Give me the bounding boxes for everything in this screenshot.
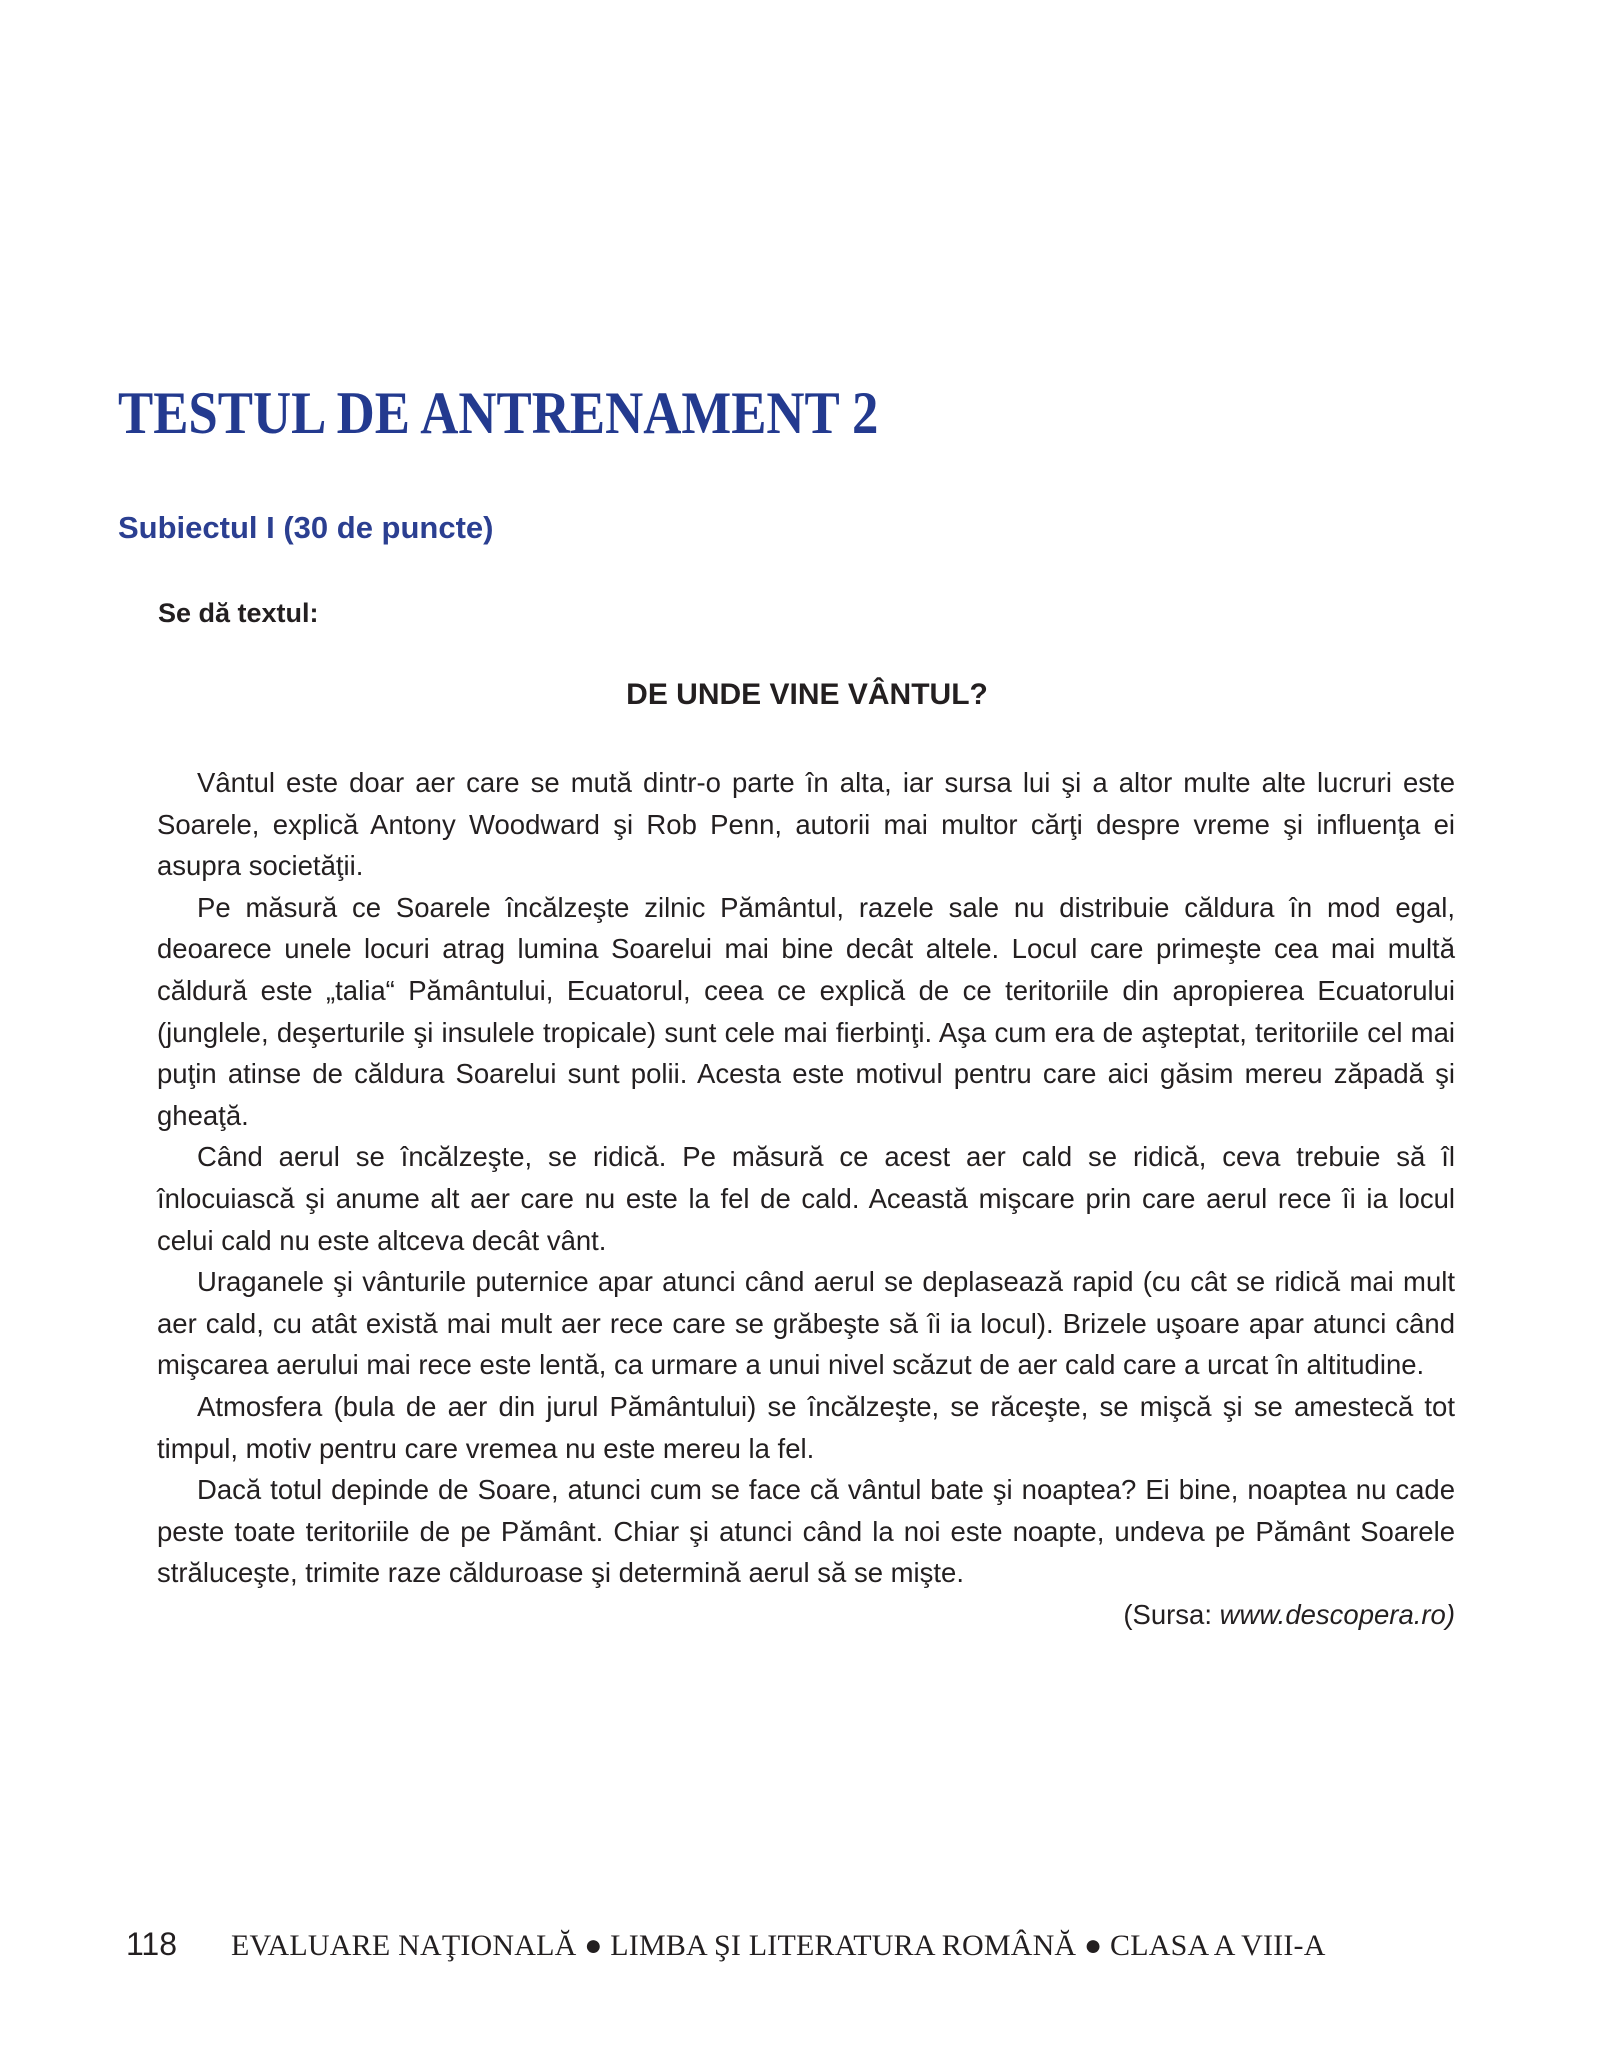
page-title: TESTUL DE ANTRENAMENT 2: [118, 380, 879, 446]
text-title: DE UNDE VINE VÂNTUL?: [626, 678, 988, 711]
source-url: www.descopera.ro): [1219, 1598, 1455, 1630]
section-heading: Subiectul I (30 de puncte): [118, 510, 494, 545]
source-citation: [157, 1594, 1455, 1636]
page-footer: [126, 1926, 1326, 1963]
article-body: [157, 762, 1455, 1635]
page-number: 118: [126, 1926, 178, 1962]
running-header: EVALUARE NAŢIONALĂ ● LIMBA ŞI LITERATURA ROMÂNĂ ● CLASA A VIII-A: [231, 1929, 1326, 1962]
paragraph: Pe măsură ce Soarele încălzeşte zilnic Pământul, razele sale nu distribuie căldura în mod egal, deoarece unele locuri atrag lumina Soarelui mai bine decât altele. Locul care primeşte cea mai multă căldură este „talia“ Pământului, Ecuatorul, ceea ce explică de ce teritoriile din apropierea Ecuatorului (junglele, deşerturile şi insulele tropicale) sunt cele mai fierbinţi. Aşa cum era de aşteptat, teritoriile cel mai puţin atinse de căldura Soarelui sunt polii. Acesta este motivul pentru care aici găsim mereu zăpadă şi gheaţă.: [157, 891, 1455, 1131]
paragraph: Dacă totul depinde de Soare, atunci cum se face că vântul bate şi noaptea? Ei bine, noaptea nu cade peste toate teritoriile de pe Pământ. Chiar şi atunci când la noi este noapte, undeva pe Pământ Soarele străluceşte, trimite raze călduroase şi determină aerul să se mişte.: [157, 1474, 1455, 1589]
source-prefix: (Sursa:: [1123, 1598, 1220, 1630]
paragraph: Atmosfera (bula de aer din jurul Pământului) se încălzeşte, se răceşte, se mişcă şi se amestecă tot timpul, motiv pentru care vremea nu este mereu la fel.: [157, 1390, 1455, 1464]
paragraph: Când aerul se încălzeşte, se ridică. Pe măsură ce acest aer cald se ridică, ceva trebuie să îl înlocuiască şi anume alt aer care nu este la fel de cald. Această mişcare prin care aerul rece îi ia locul celui cald nu este altceva decât vânt.: [157, 1141, 1455, 1256]
paragraph: Uraganele şi vânturile puternice apar atunci când aerul se deplasează rapid (cu cât se ridică mai mult aer cald, cu atât există mai mult aer rece care se grăbeşte să îi ia locul). Brizele uşoare apar atunci când mişcarea aerului mai rece este lentă, ca urmare a unui nivel scăzut de aer cald care a urcat în altitudine.: [157, 1266, 1455, 1381]
intro-label: Se dă textul:: [158, 598, 319, 628]
paragraph: Vântul este doar aer care se mută dintr-o parte în alta, iar sursa lui şi a altor multe alte lucruri este Soarele, explică Antony Woodward şi Rob Penn, autorii mai multor cărţi despre vreme şi influenţa ei asupra societăţii.: [157, 767, 1455, 882]
